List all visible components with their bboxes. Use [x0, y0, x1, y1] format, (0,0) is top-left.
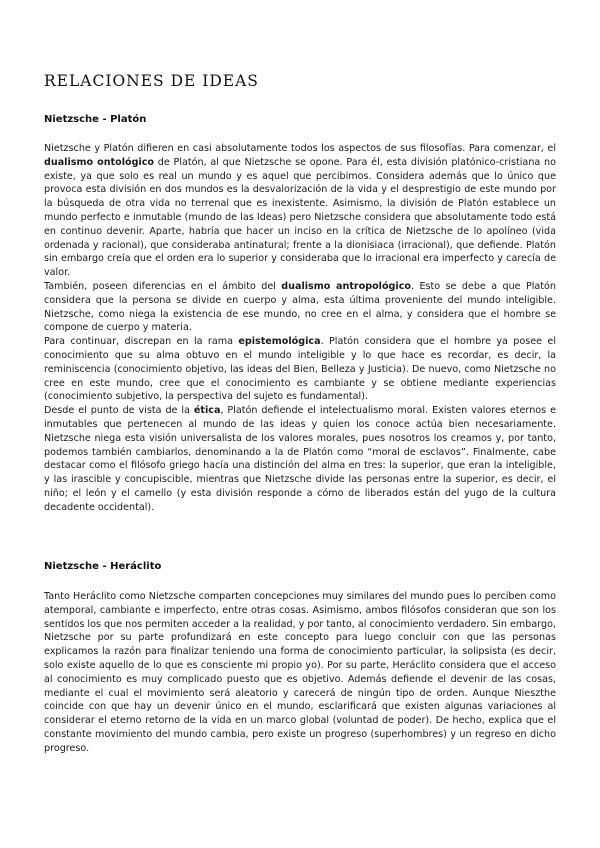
paragraph-text: Para continuar, discrepan en la rama: [44, 336, 239, 348]
paragraph-text: de Platón, al que Nietzsche se opone. Para él, esta división platónico-cristiana no existe, ya que solo es real un mundo y es aquel que percibimos. Considera además que lo único que provoca esta división en dos mundos es la desvalorización de la vida y el desprestigio de este mundo por la búsqueda de otra vida no terrenal que es inexistente. Asimismo, la división de Platón establece un mundo perfecto e inmutable (mundo de las Ideas) pero Nietzsche considera que absolutamente todo está en continuo devenir. Aparte, habría que hacer un inciso en la crítica de Nietzsche de lo apolíneo (vida ordenada y racional), que consideraba antinatural; frente a la dionisiaca (irracional), que defiende. Platón sin embargo creía que el orden era lo superior y consideraba que lo irracional era imperfecto y carecía de valor.: [44, 156, 556, 279]
paragraph-text: También, poseen diferencias en el ámbito del: [44, 280, 282, 292]
bold-term-epistemologica: epistemológica: [238, 336, 321, 348]
paragraph-text: Desde el punto de vista de la: [44, 405, 194, 417]
paragraph-epistemologica: [44, 335, 556, 404]
paragraph-text: , Platón defiende el intelectualismo moral. Existen valores eternos e inmutables que pertenecen al mundo de las ideas y quien los conoce actúa bien necesariamente. Nietzsche niega esta visión universalista de los valores morales, pues nosotros los creamos y, por tanto, podemos también cambiarlos, denominando a la de Platón como “moral de esclavos”. Finalmente, cabe destacar como el filósofo griego hacía una distinción del alma en tres: la superior, que eran la inteligible, y las irascible y concupiscible, mientras que Nietzsche divide las personas entre la superior, es decir, el niño; el león y el camello (y esta división responde a cómo de liberados están del yugo de la cultura decadente occidental).: [44, 405, 556, 513]
section-heading-nietzsche-heraclito: Nietzsche - Heráclito: [44, 561, 162, 572]
paragraph-text: Nietzsche y Platón difieren en casi absolutamente todos los aspectos de sus filosofías. Para comenzar, el: [44, 143, 556, 154]
paragraph-text: . Esto se debe a que Platón considera que la persona se divide en cuerpo y alma, esta última proveniente del mundo inteligible. Nietzsche, como niega la existencia de ese mundo, no cree en el alma, y considera que el hombre se compone de cuerpo y materia.: [44, 280, 556, 334]
section-body-nietzsche-platon: [44, 142, 556, 515]
bold-term-dualismo-antropologico: dualismo antropológico: [281, 280, 411, 292]
document-title: RELACIONES DE IDEAS: [44, 72, 259, 90]
section-body-nietzsche-heraclito: [44, 590, 556, 756]
paragraph-ontologico: [44, 142, 556, 280]
bold-term-dualismo-ontologico: dualismo ontológico: [44, 156, 155, 168]
paragraph-etica: [44, 404, 556, 514]
paragraph-text: . Platón considera que el hombre ya posee el conocimiento que su alma obtuvo en el mundo inteligible y lo que hace es recordar, es decir, la reminiscencia (conocimiento objetivo, las ideas del Bien, Belleza y Justicia). De nuevo, como Nietzsche no cree en este mundo, cree que el conocimiento es cambiante y se obtiene mediante experiencias (conocimiento subjetivo, la perspectiva del sujeto es fundamental).: [44, 336, 557, 403]
paragraph-antropologico: [44, 280, 556, 335]
paragraph-heraclito: Tanto Heráclito como Nietzsche comparten concepciones muy similares del mundo pues lo perciben como atemporal, cambiante e imperfecto, entre otras cosas. Asimismo, ambos filósofos consideran que son los sentidos los que nos permiten acceder a la realidad, y por tanto, al conocimiento verdadero. Sin embargo, Nietzsche por su parte profundizará en este concepto para luego concluir con que las personas explicamos la razón para finalizar teniendo una forma de conocimiento particular, la solipsista (es decir, solo existe aquello de lo que es consciente mi propio yo). Por su parte, Heráclito considera que el acceso al conocimiento es muy complicado puesto que es objetivo. Además defiende el devenir de las cosas, mediante el cual el movimiento será aleatorio y carecerá de ningún tipo de orden. Aunque Nieszthe coincide con que hay un devenir único en el mundo, esclarificará que existen algunas variaciones al considerar el eterno retorno de la vida en un marco global (voluntad de poder). De hecho, explica que el constante movimiento del mundo cambia, pero existe un progreso (superhombres) y un regreso en dicho progreso.: [44, 591, 556, 754]
section-heading-nietzsche-platon: Nietzsche - Platón: [44, 114, 147, 125]
bold-term-etica: ética: [193, 405, 221, 417]
